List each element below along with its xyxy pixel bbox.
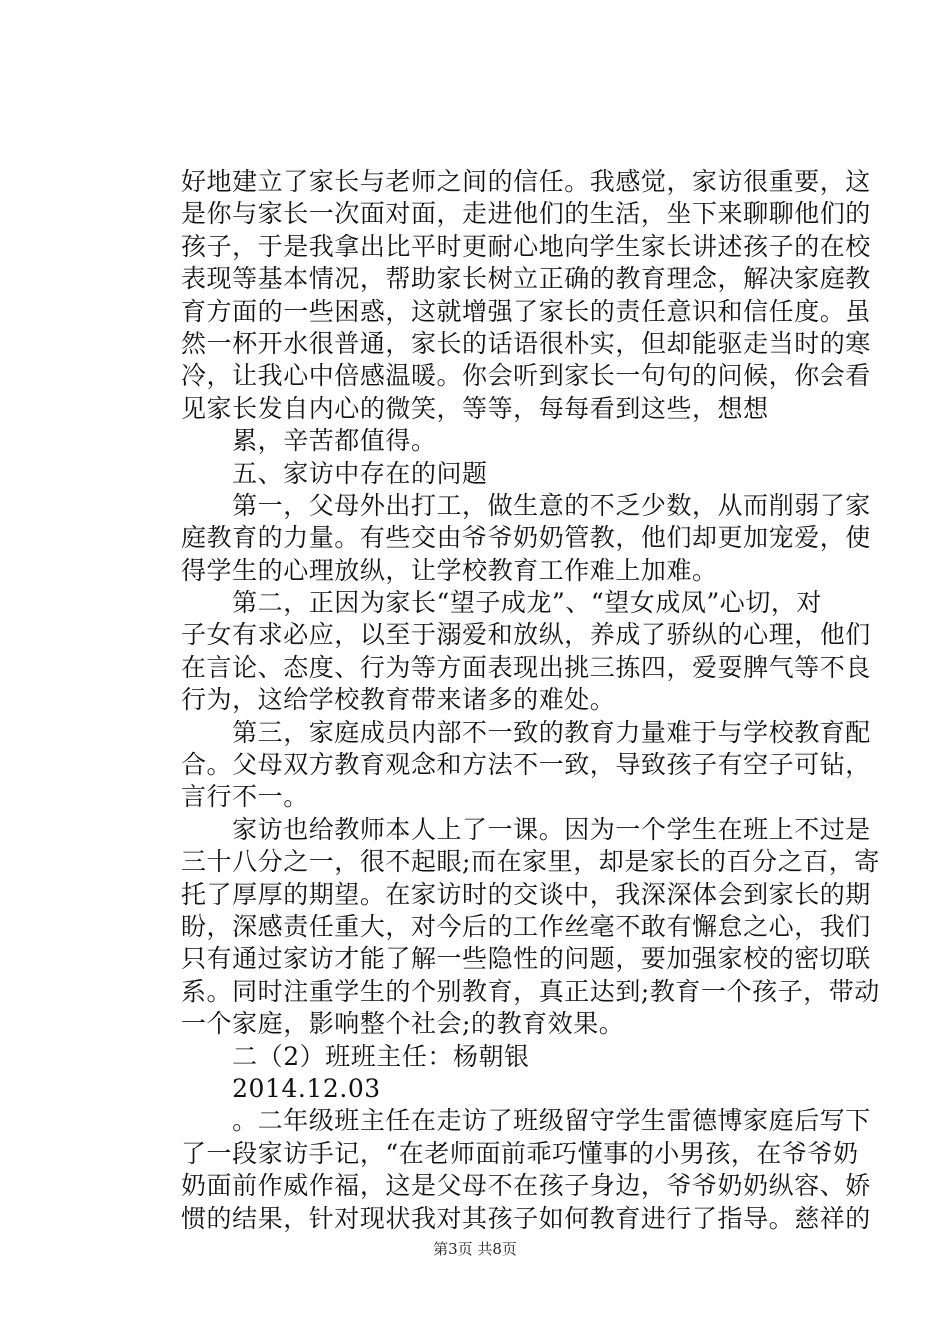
text-line: 。二年级班主任在走访了班级留守学生雷德博家庭后写下: [181, 1106, 871, 1136]
text-line: 一个家庭，影响整个社会;的教育效果。: [181, 1009, 625, 1039]
text-line: 言行不一。: [181, 782, 309, 812]
date-line: 2014.12.03: [181, 1073, 381, 1103]
text-line: 庭教育的力量。有些交由爷爷奶奶管教，他们却更加宠爱，使: [181, 523, 871, 553]
document-body: [181, 166, 880, 1235]
text-line: 系。同时注重学生的个别教育，真正达到;教育一个孩子，带动: [181, 976, 880, 1006]
text-line: 然一杯开水很普通，家长的话语很朴实，但却能驱走当时的寒: [181, 328, 871, 358]
text-line: 好地建立了家长与老师之间的信任。我感觉，家访很重要，这: [181, 167, 871, 196]
text-line: 冷，让我心中倍感温暖。你会听到家长一句句的问候，你会看: [181, 361, 871, 391]
text-line: 合。父母双方教育观念和方法不一致，导致孩子有空子可钻，: [181, 750, 871, 780]
text-line: 行为，这给学校教育带来诸多的难处。: [181, 685, 616, 715]
text-line: 见家长发自内心的微笑，等等，每每看到这些，想想: [181, 393, 769, 423]
text-line: 家访也给教师本人上了一课。因为一个学生在班上不过是: [181, 814, 871, 844]
text-line: 育方面的一些困惑，这就增强了家长的责任意识和信任度。虽: [181, 296, 871, 326]
text-line: 三十八分之一，很不起眼;而在家里，却是家长的百分之百，寄: [181, 847, 880, 877]
text-line: 第三，家庭成员内部不一致的教育力量难于与学校教育配: [181, 717, 871, 747]
text-line: 表现等基本情况，帮助家长树立正确的教育理念，解决家庭教: [181, 264, 871, 294]
text-line: 在言论、态度、行为等方面表现出挑三拣四，爱耍脾气等不良: [181, 652, 871, 682]
text-line: 惯的结果，针对现状我对其孩子如何教育进行了指导。慈祥的: [181, 1203, 871, 1233]
text-line: 是你与家长一次面对面，走进他们的生活，坐下来聊聊他们的: [181, 199, 871, 229]
text-line: 子女有求必应，以至于溺爱和放纵，养成了骄纵的心理，他们: [181, 620, 871, 650]
text-line: 第二，正因为家长“望子成龙”、“望女成凤”心切，对: [181, 588, 822, 618]
text-line: 第一，父母外出打工，做生意的不乏少数，从而削弱了家: [181, 490, 871, 520]
text-line: 盼，深感责任重大，对今后的工作丝毫不敢有懈怠之心，我们: [181, 911, 871, 941]
text-line: 得学生的心理放纵，让学校教育工作难上加难。: [181, 555, 718, 585]
section-heading: 五、家访中存在的问题: [181, 458, 488, 488]
text-line: 奶面前作威作福，这是父母不在孩子身边，爷爷奶奶纵容、娇: [181, 1171, 871, 1201]
text-line: 只有通过家访才能了解一些隐性的问题，要加强家校的密切联: [181, 944, 871, 974]
text-line: 孩子，于是我拿出比平时更耐心地向学生家长讲述孩子的在校: [181, 231, 871, 261]
text-line: 累，辛苦都值得。: [181, 426, 437, 456]
text-line: 托了厚厚的期望。在家访时的交谈中，我深深体会到家长的期: [181, 879, 871, 909]
signature-line: 二（2）班班主任：杨朝银: [181, 1041, 530, 1071]
text-line: 了一段家访手记，“在老师面前乖巧懂事的小男孩，在爷爷奶: [181, 1138, 859, 1168]
page-footer: 第3页 共8页: [433, 1240, 517, 1258]
